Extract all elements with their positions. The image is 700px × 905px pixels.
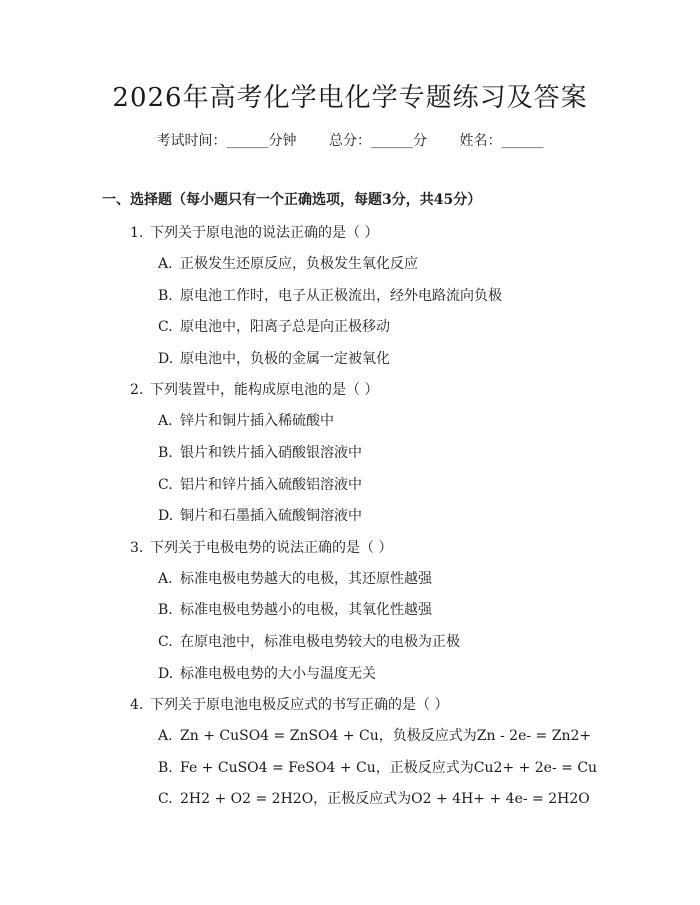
student-name-label: 姓名：______ [459,133,544,149]
option-text: 标准电极电势的大小与温度无关 [180,665,376,682]
question-number: 1. [130,225,144,241]
question-4-option-b [158,757,700,779]
option-letter: A. [158,570,173,587]
question-1 [130,222,700,244]
option-letter: A. [158,413,173,430]
option-text: 锌片和铜片插入稀硫酸中 [180,413,334,430]
option-text: 原电池工作时，电子从正极流出，经外电路流向负极 [180,287,502,304]
option-text: 2H2 + O2 = 2H2O，正极反应式为O2 + 4H+ + 4e- = 2H2O [180,791,590,808]
option-letter: D. [158,350,174,367]
option-text: Fe + CuSO4 = FeSO4 + Cu，正极反应式为Cu2+ + 2e- = Cu [180,759,598,776]
question-4 [130,694,700,716]
option-text: 铝片和锌片插入硫酸铝溶液中 [180,476,362,493]
question-3-option-a [158,568,700,590]
exam-meta [0,130,700,152]
question-number: 3. [130,539,144,556]
option-text: 原电池中，阳离子总是向正极移动 [180,319,390,336]
option-text: 标准电极电势越小的电极，其氧化性越强 [180,602,432,619]
option-text: 标准电极电势越大的电极，其还原性越强 [180,570,432,587]
option-text: 正极发生还原反应，负极发生氧化反应 [180,256,418,272]
question-number: 4. [130,697,144,714]
option-letter: C. [158,633,173,650]
exam-time-label: 考试时间：______分钟 [156,133,297,149]
question-text: 下列关于电极电势的说法正确的是（ ） [150,539,393,556]
option-letter: B. [158,759,173,776]
question-4-option-a [158,725,700,747]
question-2-option-c [158,474,700,496]
option-text: Zn + CuSO4 = ZnSO4 + Cu，负极反应式为Zn - 2e- = Zn2+ [180,728,592,745]
option-letter: D. [158,665,174,682]
question-number: 2. [130,382,144,399]
option-text: 原电池中，负极的金属一定被氧化 [180,350,390,367]
option-letter: B. [158,287,173,304]
question-3 [130,537,700,559]
question-text: 下列装置中，能构成原电池的是（ ） [150,382,379,399]
total-score-label: 总分：______分 [329,133,427,149]
option-letter: B. [158,602,173,619]
option-text: 铜片和石墨插入硫酸铜溶液中 [180,508,362,525]
option-letter: A. [158,256,173,272]
option-letter: C. [158,476,173,493]
option-letter: C. [158,791,173,808]
question-2 [130,379,700,401]
option-letter: B. [158,444,173,461]
question-2-option-d [158,505,700,527]
question-3-option-b [158,599,700,621]
question-4-option-c [158,788,700,810]
option-letter: D. [158,508,174,525]
question-1-option-a [158,253,700,275]
question-2-option-a [158,410,700,432]
section-heading: 一、选择题（每小题只有一个正确选项，每题3分，共45分） [102,192,482,208]
question-3-option-c [158,631,700,653]
option-text: 银片和铁片插入硝酸银溶液中 [180,444,362,461]
question-text: 下列关于原电池电极反应式的书写正确的是（ ） [150,697,449,714]
question-1-option-c [158,316,700,338]
question-text: 下列关于原电池的说法正确的是（ ） [150,225,379,241]
question-1-option-b [158,285,700,307]
option-letter: C. [158,319,173,336]
question-1-option-d [158,348,700,370]
question-3-option-d [158,663,700,685]
option-text: 在原电池中，标准电极电势较大的电极为正极 [180,633,460,650]
question-2-option-b [158,442,700,464]
option-letter: A. [158,728,173,745]
page-title: 2026年高考化学电化学专题练习及答案 [112,83,588,113]
question-list [0,222,700,820]
